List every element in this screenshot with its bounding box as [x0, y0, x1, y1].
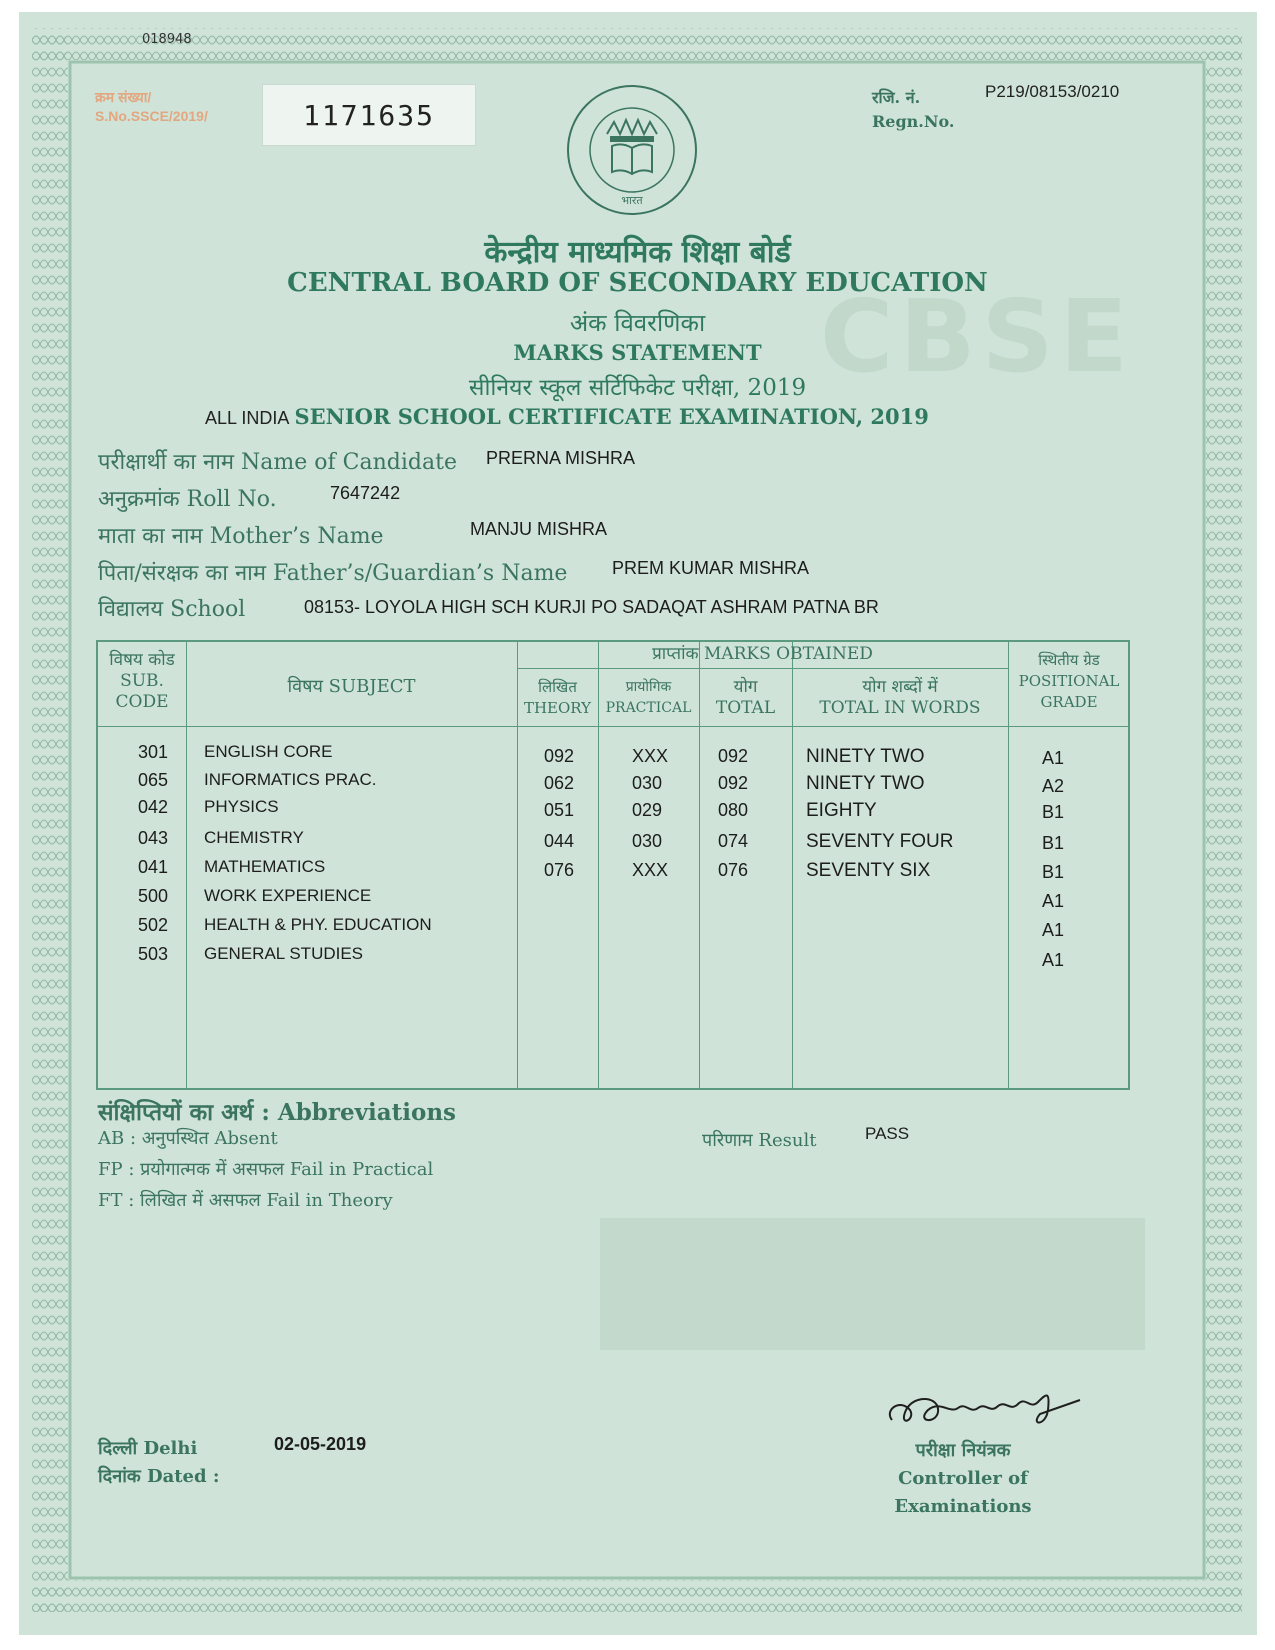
- row-theory: 062: [544, 773, 575, 793]
- col-divider: [186, 642, 187, 1088]
- row-theory: 044: [544, 831, 575, 851]
- row-theory: 076: [544, 860, 575, 880]
- abbreviation-absent: AB : अनुपस्थित Absent: [98, 1128, 278, 1149]
- emblem-text: भारत: [621, 194, 643, 207]
- exam-line: [205, 404, 929, 429]
- header-grade-english-1: POSITIONAL: [1018, 672, 1120, 690]
- mother-name: MANJU MISHRA: [470, 519, 608, 539]
- row-code: 065: [138, 770, 169, 790]
- row-grade: A1: [1042, 950, 1065, 970]
- school-name: 08153- LOYOLA HIGH SCH KURJI PO SADAQAT ASHRAM PATNA BR: [304, 597, 879, 617]
- row-subject: GENERAL STUDIES: [204, 944, 364, 963]
- header-total-in-words: [792, 677, 1008, 719]
- decorative-band: [600, 1218, 1145, 1350]
- row-subject: MATHEMATICS: [204, 857, 326, 876]
- row-practical: 029: [632, 800, 663, 820]
- candidate-name-label: परीक्षार्थी का नाम Name of Candidate: [98, 450, 457, 475]
- school-label: विद्यालय School: [98, 597, 246, 622]
- header-code: [98, 650, 186, 713]
- serial-number: 018948: [142, 32, 192, 47]
- header-words-english: TOTAL IN WORDS: [819, 698, 981, 718]
- all-india-label: ALL INDIA: [205, 408, 290, 428]
- header-theory-hindi: लिखित: [538, 678, 577, 696]
- row-code: 041: [138, 857, 169, 877]
- issue-date: 02-05-2019: [274, 1434, 367, 1454]
- board-title-english: CENTRAL BOARD OF SECONDARY EDUCATION: [287, 268, 988, 298]
- regn-value: P219/08153/0210: [985, 82, 1120, 101]
- row-grade: A2: [1042, 776, 1065, 796]
- header-practical-hindi: प्रायोगिक: [625, 679, 672, 695]
- abbreviation-fail-theory: FT : लिखित में असफल Fail in Theory: [98, 1190, 393, 1211]
- row-total: 092: [718, 773, 749, 793]
- dated-label: दिनांक Dated :: [98, 1466, 220, 1487]
- row-grade: A1: [1042, 891, 1065, 911]
- row-grade: B1: [1042, 833, 1065, 853]
- marks-table: [96, 640, 1130, 1090]
- sno-label-english: S.No.SSCE/2019/: [95, 108, 208, 124]
- controller-hindi: परीक्षा नियंत्रक: [915, 1440, 1011, 1461]
- controller-block: [838, 1437, 1088, 1521]
- row-total-words: NINETY TWO: [806, 746, 925, 767]
- regn-label-hindi: रजि. नं.: [872, 88, 921, 107]
- row-practical: XXX: [632, 860, 669, 880]
- row-grade: B1: [1042, 802, 1065, 822]
- signature-icon: [880, 1380, 1090, 1440]
- abbreviations-title: संक्षिप्तियों का अर्थ : Abbreviations: [98, 1099, 456, 1126]
- row-code: 500: [138, 886, 169, 906]
- father-name: PREM KUMAR MISHRA: [612, 558, 810, 578]
- header-code-english-2: CODE: [115, 692, 169, 712]
- row-grade: A1: [1042, 920, 1065, 940]
- header-code-english-1: SUB.: [120, 671, 164, 691]
- header-grade-english-2: GRADE: [1040, 693, 1098, 711]
- exam-title-hindi: सीनियर स्कूल सर्टिफिकेट परीक्षा, 2019: [468, 375, 807, 401]
- row-grade: A1: [1042, 748, 1065, 768]
- row-practical: XXX: [632, 746, 669, 766]
- board-title-hindi: केन्द्रीय माध्यमिक शिक्षा बोर्ड: [484, 235, 791, 270]
- row-code: 042: [138, 797, 169, 817]
- row-code: 502: [138, 915, 169, 935]
- header-grade-hindi: स्थितीय ग्रेड: [1038, 651, 1100, 669]
- row-practical: 030: [632, 831, 663, 851]
- cbse-emblem-icon: [552, 82, 712, 222]
- row-total: 092: [718, 746, 749, 766]
- roll-no: 7647242: [330, 483, 401, 503]
- header-theory-english: THEORY: [523, 699, 592, 717]
- header-practical: [598, 677, 699, 719]
- header-bottom-line: [98, 726, 1128, 727]
- row-subject: CHEMISTRY: [204, 828, 304, 847]
- father-name-label: पिता/संरक्षक का नाम Father’s/Guardian’s Name: [98, 561, 568, 586]
- row-total-words: EIGHTY: [806, 800, 877, 821]
- controller-english: Controller of Examinations: [894, 1468, 1032, 1517]
- row-practical: 030: [632, 773, 663, 793]
- row-total: 080: [718, 800, 749, 820]
- header-theory: [517, 677, 598, 719]
- regn-label: [872, 86, 954, 134]
- header-marks-obtained: प्राप्तांक MARKS OBTAINED: [652, 644, 873, 664]
- sno-value: 1171635: [262, 84, 476, 146]
- candidate-name: PRERNA MISHRA: [486, 448, 636, 468]
- place-and-date-label: [98, 1435, 220, 1491]
- row-total: 076: [718, 860, 749, 880]
- exam-title-english: SENIOR SCHOOL CERTIFICATE EXAMINATION, 2019: [294, 404, 929, 429]
- header-total-hindi: योग: [733, 677, 758, 697]
- regn-label-english: Regn.No.: [872, 112, 955, 131]
- result-value: PASS: [865, 1124, 910, 1143]
- header-code-hindi: विषय कोड: [109, 650, 175, 670]
- row-grade: B1: [1042, 862, 1065, 882]
- header-words-hindi: योग शब्दों में: [862, 677, 938, 697]
- row-code: 043: [138, 828, 169, 848]
- header-grade: [1008, 650, 1130, 713]
- row-subject: INFORMATICS PRAC.: [204, 770, 377, 789]
- mother-name-label: माता का नाम Mother’s Name: [98, 524, 384, 549]
- statement-title-hindi: अंक विवरणिका: [569, 309, 706, 337]
- abbreviation-fail-practical: FP : प्रयोगात्मक में असफल Fail in Practical: [98, 1159, 434, 1180]
- row-total-words: SEVENTY SIX: [806, 860, 931, 881]
- header-total-english: TOTAL: [715, 698, 776, 718]
- header-divider: [517, 668, 1008, 669]
- cbse-watermark: CBSE: [820, 278, 1134, 395]
- row-total-words: NINETY TWO: [806, 773, 925, 794]
- header-practical-english: PRACTICAL: [605, 700, 692, 716]
- row-theory: 092: [544, 746, 575, 766]
- row-total: 074: [718, 831, 749, 851]
- header-total: [699, 677, 792, 719]
- row-total-words: SEVENTY FOUR: [806, 831, 954, 852]
- roll-no-label: अनुक्रमांक Roll No.: [98, 487, 277, 512]
- place: दिल्ली Delhi: [98, 1438, 198, 1459]
- row-code: 301: [138, 742, 169, 762]
- row-code: 503: [138, 944, 169, 964]
- result-label: परिणाम Result: [702, 1130, 817, 1151]
- header-subject: विषय SUBJECT: [287, 676, 416, 697]
- row-subject: PHYSICS: [204, 797, 279, 816]
- row-subject: WORK EXPERIENCE: [204, 886, 372, 905]
- row-subject: ENGLISH CORE: [204, 742, 333, 761]
- row-theory: 051: [544, 800, 575, 820]
- row-subject: HEALTH & PHY. EDUCATION: [204, 915, 432, 934]
- sno-label: [95, 88, 208, 126]
- statement-title-english: MARKS STATEMENT: [513, 340, 762, 365]
- sno-label-hindi: क्रम संख्या/: [95, 89, 152, 105]
